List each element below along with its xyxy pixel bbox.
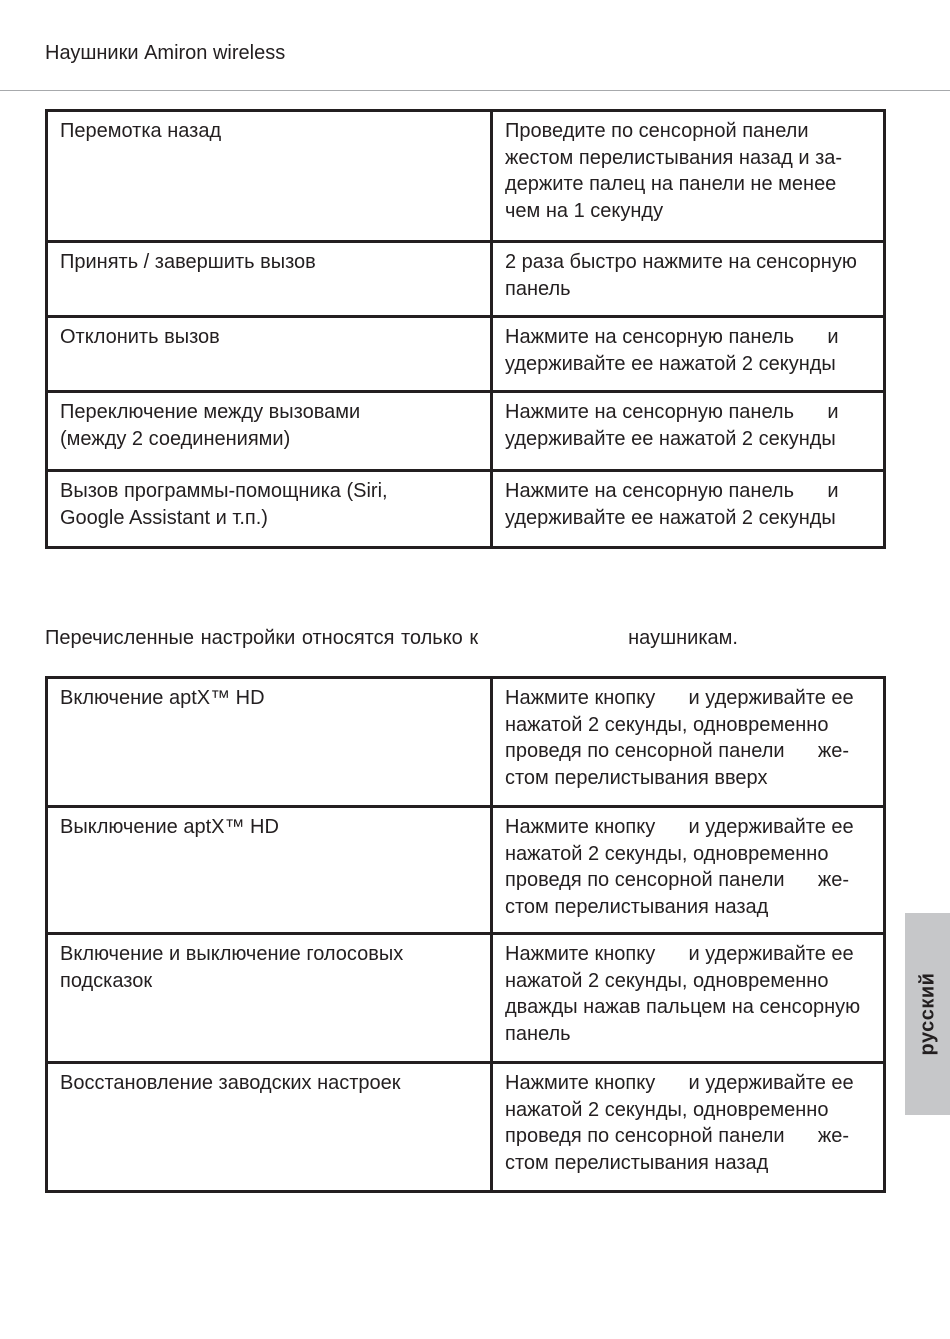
- action-cell: [47, 242, 492, 317]
- instruction-text: Нажмите кнопку и удерживайте ее нажатой 2 секунды, одновременно проведя по сенсорной панели же- стом перелистывания назад: [505, 1072, 854, 1174]
- action-text: Вызов программы-помощника (Siri, Google Assistant и т.п.): [60, 480, 388, 529]
- instruction-cell: [492, 471, 885, 548]
- action-cell: [47, 471, 492, 548]
- action-cell: [47, 678, 492, 807]
- action-cell: [47, 111, 492, 242]
- touch-controls-table: [45, 109, 886, 549]
- action-text: Принять / завершить вызов: [60, 251, 316, 273]
- language-side-tab: [905, 913, 950, 1115]
- settings-note-lead: Перечисленные настройки относятся только к: [45, 627, 479, 649]
- instruction-cell: [492, 807, 885, 934]
- instruction-text: 2 раза быстро нажмите на сенсорную панель: [505, 251, 857, 300]
- instruction-text: Нажмите кнопку и удерживайте ее нажатой 2 секунды, одновременно проведя по сенсорной панели же- стом перелистывания назад: [505, 816, 854, 918]
- instruction-cell: [492, 392, 885, 471]
- instruction-cell: [492, 678, 885, 807]
- table-row: [47, 317, 885, 392]
- table-row: [47, 934, 885, 1063]
- action-cell: [47, 317, 492, 392]
- action-cell: [47, 807, 492, 934]
- action-text: Включение и выключение голосовых подсказок: [60, 943, 404, 992]
- instruction-text: Нажмите на сенсорную панель и удерживайте ее нажатой 2 секунды: [505, 326, 839, 375]
- instruction-cell: [492, 242, 885, 317]
- action-cell: [47, 392, 492, 471]
- table-row: [47, 392, 885, 471]
- header-divider: [0, 90, 950, 91]
- instruction-text: Нажмите на сенсорную панель и удерживайте ее нажатой 2 секунды: [505, 401, 839, 450]
- action-text: Выключение aptX™ HD: [60, 816, 279, 838]
- action-cell: [47, 934, 492, 1063]
- table-row: [47, 1063, 885, 1192]
- instruction-cell: [492, 1063, 885, 1192]
- instruction-text: Нажмите на сенсорную панель и удерживайте ее нажатой 2 секунды: [505, 480, 839, 529]
- settings-note-tail: наушникам.: [628, 627, 738, 649]
- action-text: Перемотка назад: [60, 120, 222, 142]
- action-cell: [47, 1063, 492, 1192]
- action-text: Переключение между вызовами (между 2 соединениями): [60, 401, 361, 450]
- button-settings-table: [45, 676, 886, 1193]
- instruction-cell: [492, 317, 885, 392]
- instruction-text: Нажмите кнопку и удерживайте ее нажатой 2 секунды, одновременно дважды нажав пальцем на сенсорную панель: [505, 943, 861, 1045]
- table-row: [47, 471, 885, 548]
- language-tab-label: русский: [916, 972, 938, 1056]
- instruction-cell: [492, 934, 885, 1063]
- action-text: Восстановление заводских настроек: [60, 1072, 401, 1094]
- table-row: [47, 807, 885, 934]
- table-row: [47, 678, 885, 807]
- settings-note: [45, 625, 738, 651]
- instruction-text: Нажмите кнопку и удерживайте ее нажатой 2 секунды, одновременно проведя по сенсорной панели же- стом перелистывания вверх: [505, 687, 854, 789]
- table-row: [47, 111, 885, 242]
- instruction-cell: [492, 111, 885, 242]
- table-row: [47, 242, 885, 317]
- action-text: Включение aptX™ HD: [60, 687, 265, 709]
- instruction-text: Проведите по сенсорной панели жестом перелистывания назад и за- держите палец на панели не менее чем на 1 секунду: [505, 120, 843, 222]
- page-header-title: Наушники Amiron wireless: [45, 42, 286, 64]
- action-text: Отклонить вызов: [60, 326, 220, 348]
